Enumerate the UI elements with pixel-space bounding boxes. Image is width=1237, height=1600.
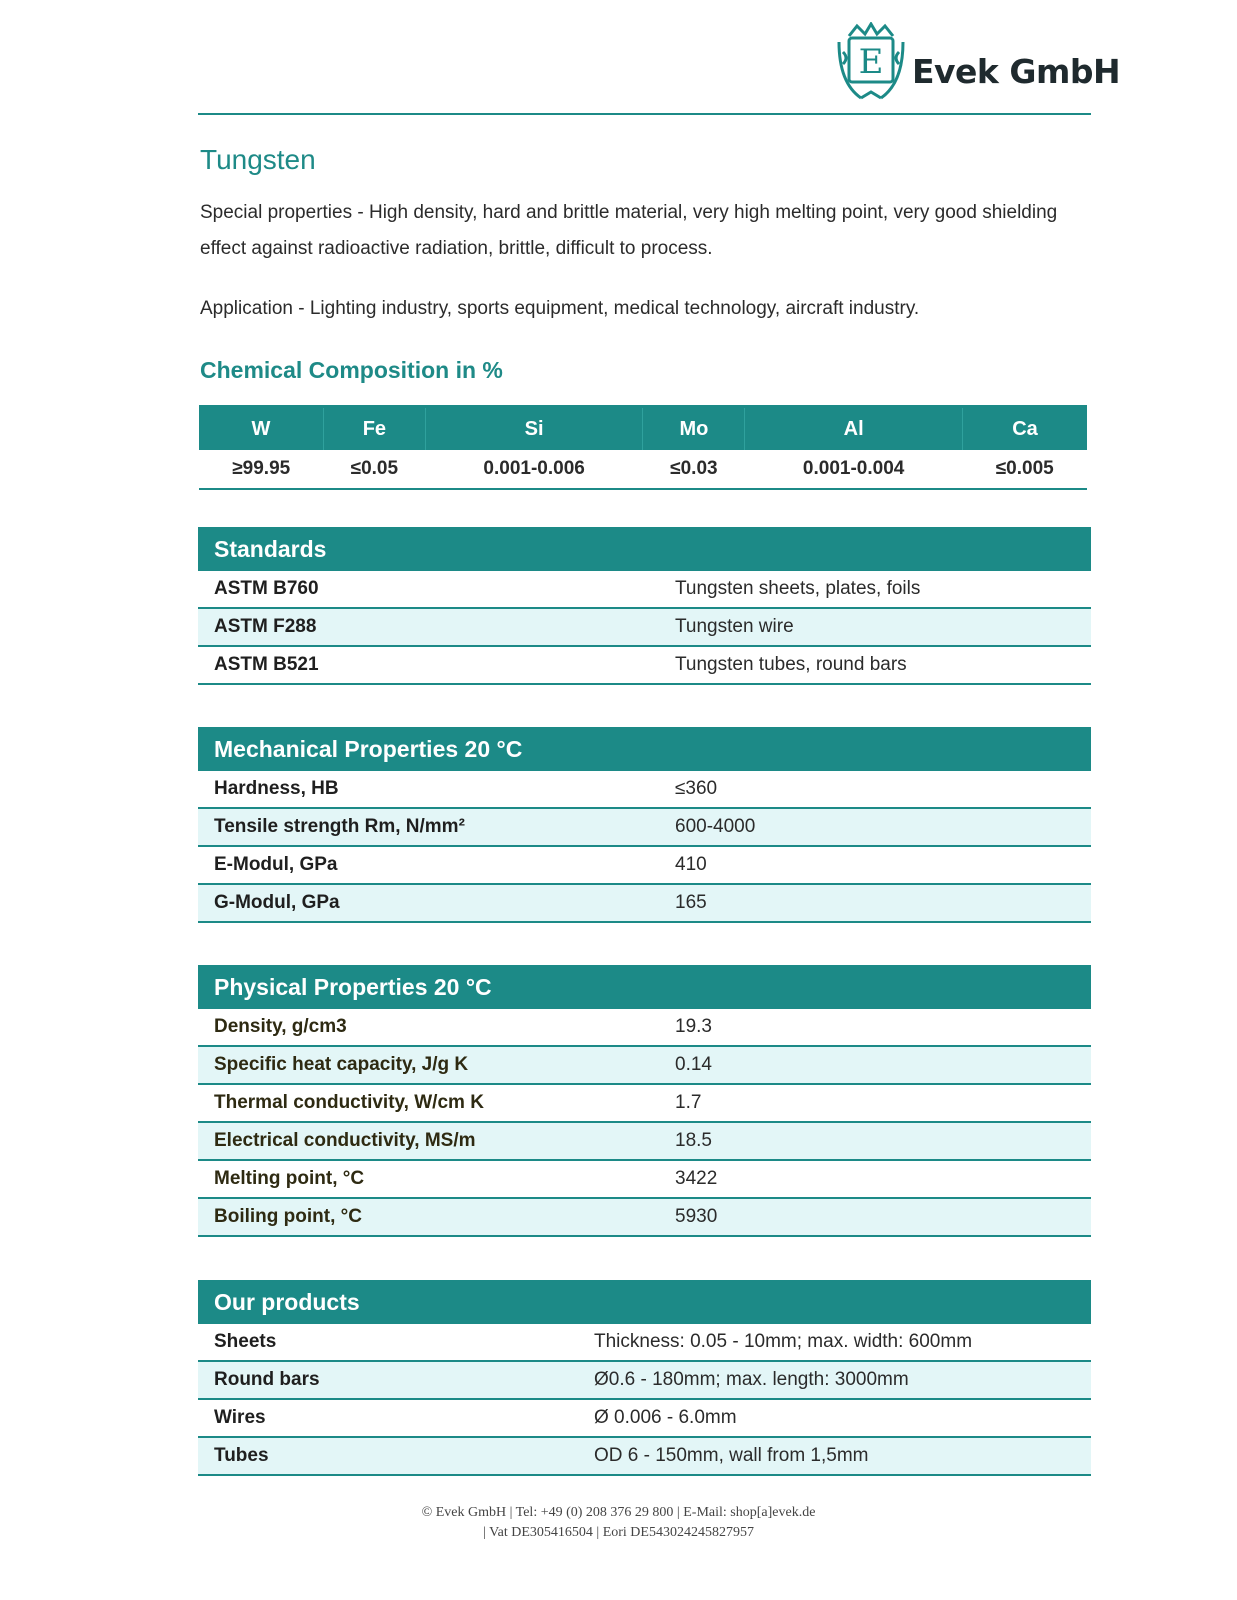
property-name: ASTM B521 [198,646,659,684]
element-header: Ca [963,407,1088,451]
section-heading: Standards [198,527,1091,571]
element-value: ≥99.95 [199,450,323,489]
physical-properties-table [198,965,1091,1237]
table-row [198,771,1091,808]
property-name: Wires [198,1399,578,1437]
property-value: 3422 [659,1160,1091,1198]
company-name: Evek GmbH [912,52,1121,91]
header-divider [198,113,1091,115]
element-header: Mo [643,407,745,451]
table-row [198,571,1091,608]
property-value: 1.7 [659,1084,1091,1122]
products-table [198,1280,1091,1476]
element-header: W [199,407,323,451]
standards-table [198,527,1091,685]
company-logo [835,22,1121,102]
property-value: 165 [659,884,1091,922]
property-value: Tungsten sheets, plates, foils [659,571,1091,608]
table-row [198,1160,1091,1198]
table-row [198,884,1091,922]
property-value: 0.14 [659,1046,1091,1084]
table-row [198,1009,1091,1046]
element-header: Al [745,407,963,451]
table-row [198,608,1091,646]
footer-contact: © Evek GmbH | Tel: +49 (0) 208 376 29 800 | E-Mail: shop[a]evek.de [421,1505,816,1520]
special-properties-text: Special properties - High density, hard and brittle material, very high melting point, very good shielding effect against radioactive radiation, brittle, difficult to process. [200,202,1058,259]
page-title: Tungsten [200,144,316,175]
footer-registration: | Vat DE305416504 | Eori DE543024245827957 [483,1525,754,1540]
property-name: Tubes [198,1437,578,1475]
element-header: Fe [323,407,425,451]
table-row [198,1122,1091,1160]
property-name: Density, g/cm3 [198,1009,659,1046]
property-value: 18.5 [659,1122,1091,1160]
element-value: 0.001-0.006 [425,450,643,489]
property-value: 600-4000 [659,808,1091,846]
property-name: Sheets [198,1324,578,1361]
property-value: Tungsten tubes, round bars [659,646,1091,684]
logo-letter: E [858,42,884,82]
chemical-composition-heading: Chemical Composition in % [200,357,503,383]
property-value: Tungsten wire [659,608,1091,646]
property-value: 19.3 [659,1009,1091,1046]
table-row [198,808,1091,846]
section-heading: Mechanical Properties 20 °C [198,727,1091,771]
property-name: Tensile strength Rm, N/mm² [198,808,659,846]
element-value: 0.001-0.004 [745,450,963,489]
property-value: Ø 0.006 - 6.0mm [578,1399,1091,1437]
property-name: Hardness, HB [198,771,659,808]
property-name: Round bars [198,1361,578,1399]
property-value: Thickness: 0.05 - 10mm; max. width: 600mm [578,1324,1091,1361]
property-name: Electrical conductivity, MS/m [198,1122,659,1160]
property-name: ASTM B760 [198,571,659,608]
table-row [198,646,1091,684]
chemical-composition-table [199,405,1087,490]
element-value: ≤0.05 [323,450,425,489]
table-row [198,1437,1091,1475]
property-value: OD 6 - 150mm, wall from 1,5mm [578,1437,1091,1475]
table-row [198,1361,1091,1399]
table-row [198,846,1091,884]
crest-icon [835,22,907,102]
element-value: ≤0.005 [963,450,1088,489]
application-text: Application - Lighting industry, sports equipment, medical technology, aircraft industry. [200,298,920,319]
section-heading: Physical Properties 20 °C [198,965,1091,1009]
property-name: ASTM F288 [198,608,659,646]
property-value: ≤360 [659,771,1091,808]
element-value: ≤0.03 [643,450,745,489]
element-header: Si [425,407,643,451]
property-name: E-Modul, GPa [198,846,659,884]
table-row [198,1084,1091,1122]
section-heading: Our products [198,1280,1091,1324]
mechanical-properties-table [198,727,1091,923]
property-value: 5930 [659,1198,1091,1236]
property-name: Boiling point, °C [198,1198,659,1236]
table-row [198,1198,1091,1236]
table-row [198,1046,1091,1084]
property-name: Specific heat capacity, J/g K [198,1046,659,1084]
property-value: 410 [659,846,1091,884]
property-name: G-Modul, GPa [198,884,659,922]
table-row [198,1324,1091,1361]
property-name: Thermal conductivity, W/cm K [198,1084,659,1122]
table-row [198,1399,1091,1437]
property-name: Melting point, °C [198,1160,659,1198]
property-value: Ø0.6 - 180mm; max. length: 3000mm [578,1361,1091,1399]
